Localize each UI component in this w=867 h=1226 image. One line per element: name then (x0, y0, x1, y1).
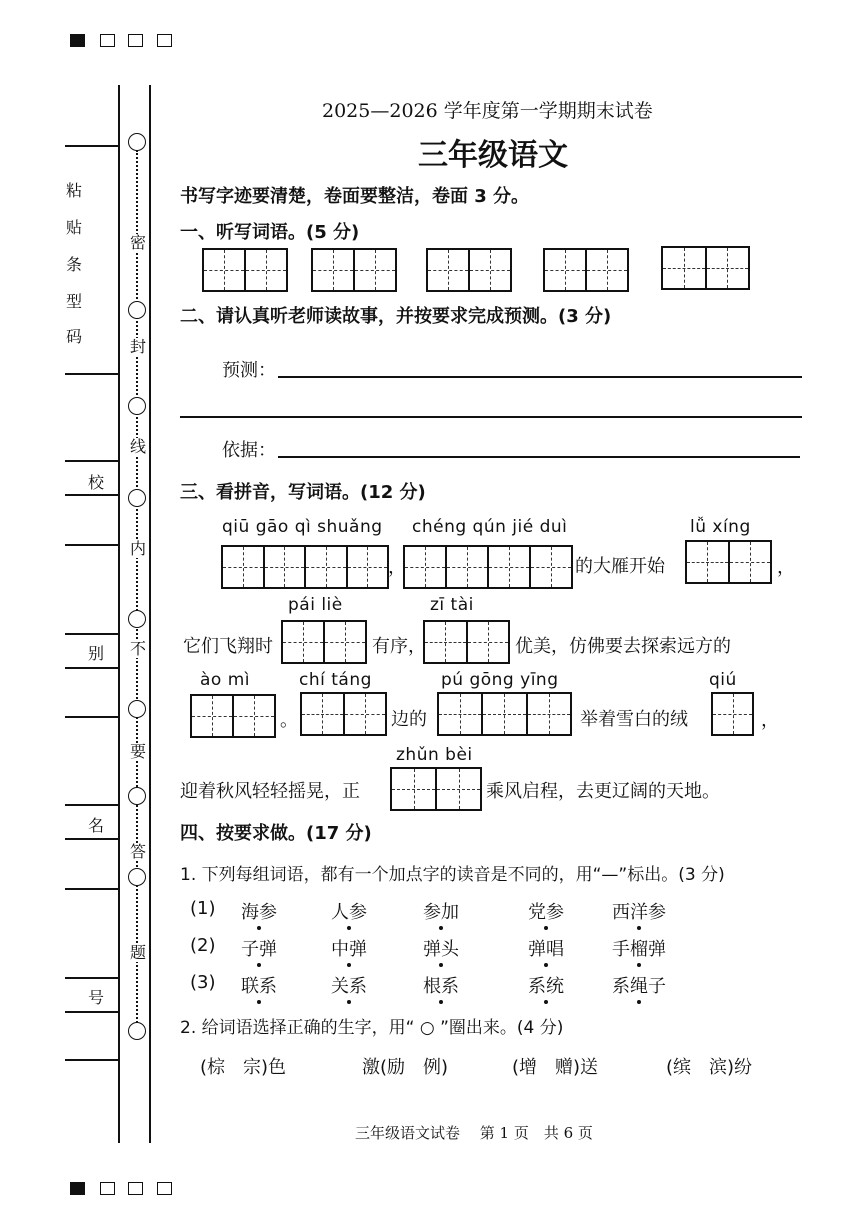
field-label-class: 别 (87, 644, 104, 663)
binding-hole (128, 787, 146, 805)
field-line (65, 888, 118, 890)
basis-answer-line[interactable] (278, 456, 800, 458)
seal-char: 题 (129, 943, 146, 962)
sentence-text: 优美，仿佛要去探索远方的 (515, 636, 731, 657)
sentence-text: 边的 (391, 709, 427, 730)
field-line (65, 1059, 118, 1061)
subject-title: 三年级语文 (418, 138, 568, 173)
corner-mark (128, 34, 143, 47)
basis-label: 依据： (222, 440, 276, 461)
sentence-text: 乘风启程，去更辽阔的天地。 (486, 781, 720, 802)
binding-line (149, 85, 151, 1143)
sentence-text: 它们飞翔时 (183, 636, 273, 657)
sentence-text: ， (777, 557, 795, 578)
word[interactable]: 西洋参 (612, 898, 666, 924)
writing-grid[interactable] (543, 248, 629, 292)
field-line (65, 460, 118, 462)
seal-dotted-line (136, 150, 138, 1030)
field-line (65, 977, 118, 979)
choice-item[interactable]: (棕 宗)色 (200, 1057, 287, 1078)
writing-grid[interactable] (202, 248, 288, 292)
pinyin: chí táng (299, 670, 372, 690)
writing-grid[interactable] (685, 540, 772, 584)
sticker-label-char: 条 (65, 255, 82, 274)
writing-grid[interactable] (190, 694, 276, 738)
predict-answer-line[interactable] (180, 416, 802, 418)
corner-mark (100, 1182, 115, 1195)
writing-grid[interactable] (311, 248, 397, 292)
word[interactable]: 联系 (241, 972, 277, 998)
predict-label: 预测： (222, 360, 276, 381)
corner-mark (157, 1182, 172, 1195)
writing-grid[interactable] (281, 620, 367, 664)
word[interactable]: 手榴弹 (612, 935, 666, 961)
field-label-school: 校 (87, 473, 104, 492)
pinyin: qiú (709, 670, 737, 690)
word[interactable]: 中弹 (331, 935, 367, 961)
word[interactable]: 弹唱 (528, 935, 564, 961)
binding-hole (128, 133, 146, 151)
seal-char: 答 (129, 842, 146, 861)
choice-item[interactable]: 激(励 例) (362, 1057, 449, 1078)
writing-grid[interactable] (403, 545, 573, 589)
field-line (65, 494, 118, 496)
writing-grid[interactable] (423, 620, 510, 664)
sticker-box-bottom (65, 373, 118, 375)
seal-char: 不 (129, 639, 146, 658)
word[interactable]: 系绳子 (612, 972, 666, 998)
row-number: (2) (190, 935, 216, 956)
word[interactable]: 关系 (331, 972, 367, 998)
binding-hole (128, 397, 146, 415)
sticker-box-top (65, 145, 118, 147)
sentence-text: 举着雪白的绒 (580, 709, 688, 730)
writing-grid[interactable] (661, 246, 750, 290)
pinyin: pú gōng yīng (441, 670, 559, 690)
intro-text: 书写字迹要清楚，卷面要整洁，卷面 3 分。 (180, 186, 530, 207)
word[interactable]: 海参 (241, 898, 277, 924)
pinyin: lǚ xíng (690, 517, 751, 537)
binding-hole (128, 868, 146, 886)
corner-mark (100, 34, 115, 47)
sentence-text: ， (761, 710, 779, 731)
sentence-text: 有序， (372, 636, 426, 657)
writing-grid[interactable] (426, 248, 512, 292)
sticker-label-char: 贴 (65, 218, 82, 237)
word[interactable]: 弹头 (423, 935, 459, 961)
row-number: (1) (190, 898, 216, 919)
writing-grid[interactable] (390, 767, 482, 811)
exam-title: 2025—2026 学年度第一学期期末试卷 (322, 100, 653, 122)
binding-hole (128, 489, 146, 507)
word[interactable]: 党参 (528, 898, 564, 924)
word[interactable]: 人参 (331, 898, 367, 924)
writing-grid[interactable] (300, 692, 387, 736)
binding-hole (128, 301, 146, 319)
row-number: (3) (190, 972, 216, 993)
corner-mark (128, 1182, 143, 1195)
sentence-text: 的大雁开始 (575, 556, 665, 577)
field-line (65, 1011, 118, 1013)
sentence-text: 迎着秋风轻轻摇晃，正 (180, 781, 360, 802)
section-2-title: 二、请认真听老师读故事，并按要求完成预测。(3 分) (180, 306, 612, 327)
word[interactable]: 参加 (423, 898, 459, 924)
field-line (65, 667, 118, 669)
field-line (65, 544, 118, 546)
pinyin: ào mì (200, 670, 251, 690)
corner-mark (70, 34, 85, 47)
seal-char: 密 (129, 233, 146, 252)
sentence-text: ， (388, 557, 406, 578)
field-line (65, 804, 118, 806)
sentence-text: 。 (280, 710, 298, 731)
page-footer: 三年级语文试卷 第 1 页 共 6 页 (355, 1124, 593, 1142)
sticker-label-char: 型 (65, 292, 82, 311)
pinyin: pái liè (288, 595, 343, 615)
field-line (65, 633, 118, 635)
field-line (65, 838, 118, 840)
writing-grid[interactable] (711, 692, 754, 736)
section-4-title: 四、按要求做。(17 分) (180, 823, 372, 844)
section-3-title: 三、看拼音，写词语。(12 分) (180, 482, 426, 503)
corner-mark (157, 34, 172, 47)
pinyin: zhǔn bèi (396, 745, 473, 765)
question-2: 2. 给词语选择正确的生字，用“ ○ ”圈出来。(4 分) (180, 1018, 564, 1038)
binding-hole (128, 1022, 146, 1040)
pinyin: zī tài (430, 595, 474, 615)
field-label-number: 号 (87, 988, 104, 1007)
seal-char: 线 (129, 437, 146, 456)
binding-hole (128, 610, 146, 628)
field-label-name: 名 (87, 816, 104, 835)
word[interactable]: 子弹 (241, 935, 277, 961)
predict-answer-line[interactable] (278, 376, 802, 378)
question-1: 1. 下列每组词语，都有一个加点字的读音是不同的，用“—”标出。(3 分) (180, 865, 725, 885)
choice-item[interactable]: (缤 滨)纷 (666, 1057, 753, 1078)
pinyin: chéng qún jié duì (412, 517, 568, 537)
word[interactable]: 根系 (423, 972, 459, 998)
section-1-title: 一、听写词语。(5 分) (180, 222, 360, 243)
binding-hole (128, 700, 146, 718)
choice-item[interactable]: (增 赠)送 (512, 1057, 599, 1078)
word[interactable]: 系统 (528, 972, 564, 998)
writing-grid[interactable] (221, 545, 389, 589)
sticker-label-char: 码 (65, 327, 82, 346)
writing-grid[interactable] (437, 692, 572, 736)
seal-char: 要 (129, 742, 146, 761)
sticker-label-char: 粘 (65, 181, 82, 200)
seal-char: 内 (129, 539, 146, 558)
pinyin: qiū gāo qì shuǎng (222, 517, 383, 537)
corner-mark (70, 1182, 85, 1195)
binding-line (118, 85, 120, 1143)
field-line (65, 716, 118, 718)
seal-char: 封 (129, 337, 146, 356)
